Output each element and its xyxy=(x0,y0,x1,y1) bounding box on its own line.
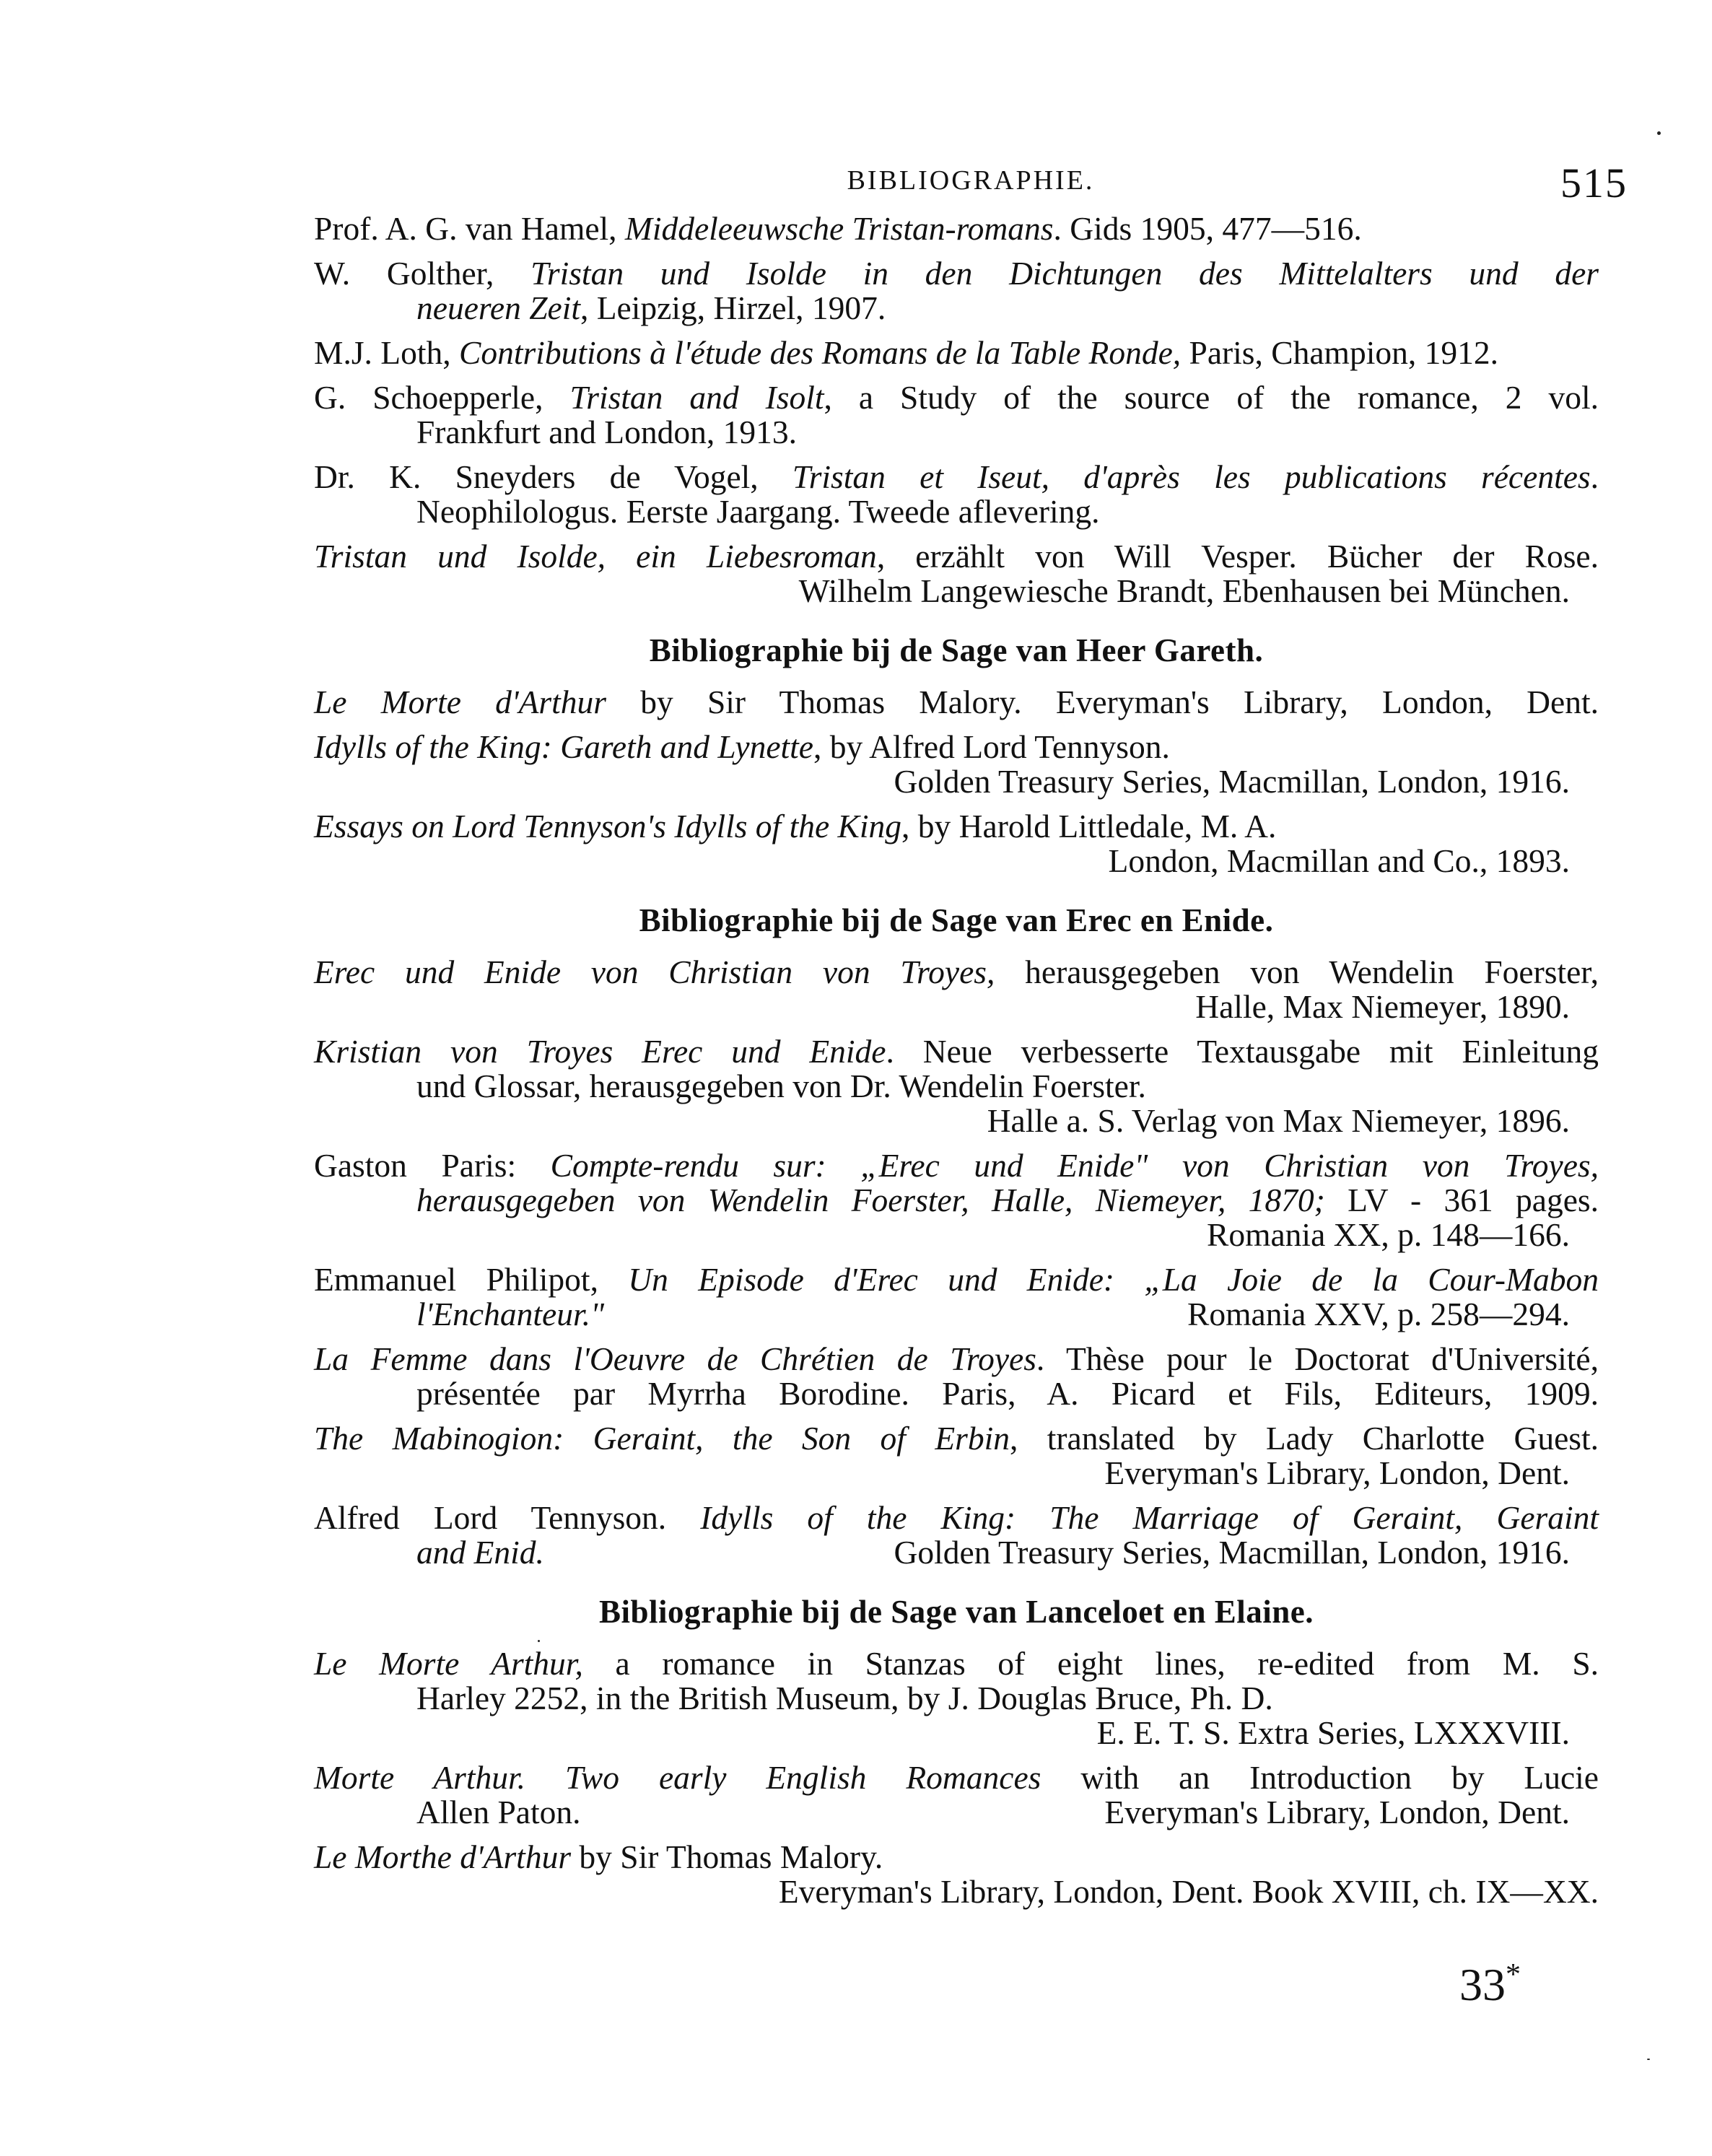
citation-line xyxy=(314,730,1599,764)
bibliography-entry xyxy=(314,1148,1599,1252)
citation-text: Halle, Max Niemeyer, 1890. xyxy=(1195,988,1570,1025)
citation-line xyxy=(314,380,1599,415)
citation-line xyxy=(314,574,1599,608)
italic-title-text: Idylls of the King: Gareth and Lynette xyxy=(314,728,813,765)
citation-text: Gaston Paris: xyxy=(314,1147,551,1184)
citation-text: Emmanuel Philipot, xyxy=(314,1261,629,1298)
signature-mark xyxy=(1459,1958,1521,2012)
italic-title-text: Le Morte d'Arthur xyxy=(314,684,606,720)
citation-text: herausgegeben von Wendelin Foerster, xyxy=(995,953,1599,990)
bibliography-body xyxy=(314,211,1599,1919)
italic-title-text: Le Morte Arthur, xyxy=(314,1645,583,1682)
citation-text: by Sir Thomas Malory. Everyman's Library, London, Dent. xyxy=(606,684,1599,720)
citation-line xyxy=(314,1421,1599,1456)
citation-text: . Thèse pour le Doctorat d'Université, xyxy=(1036,1340,1599,1377)
bibliography-entry xyxy=(314,1840,1599,1909)
citation-line xyxy=(314,1069,1599,1104)
italic-title-text: Tristan and Isolt xyxy=(569,379,824,416)
bibliography-entry xyxy=(314,1034,1599,1138)
citation-line xyxy=(314,1456,1599,1491)
bibliography-entry xyxy=(314,380,1599,450)
citation-line xyxy=(314,844,1599,878)
citation-line xyxy=(314,1218,1599,1252)
citation-text: Romania XXV, p. 258—294. xyxy=(1187,1296,1570,1332)
citation-text: , a Study of the source of the romance, 2 vol. xyxy=(824,379,1599,416)
citation-text: E. E. T. S. Extra Series, LXXXVIII. xyxy=(1096,1714,1570,1751)
citation-text: Prof. A. G. van Hamel, xyxy=(314,210,625,247)
bibliography-entry xyxy=(314,685,1599,720)
page-header-title: BIBLIOGRAPHIE. xyxy=(847,165,1095,196)
italic-title-text: Un Episode d'Erec und Enide: „La Joie de la Cour-Mabon xyxy=(628,1261,1599,1298)
italic-title-text: neueren Zeit xyxy=(416,289,581,326)
citation-line xyxy=(314,1760,1599,1795)
italic-title-text: Erec und Enide von Christian von Troyes, xyxy=(314,953,995,990)
citation-line xyxy=(314,1376,1599,1411)
citation-text: , translated by Lady Charlotte Guest. xyxy=(1009,1420,1599,1457)
italic-title-text: herausgegeben von Wendelin Foerster, Halle, Niemeyer, 1870; xyxy=(416,1182,1325,1218)
citation-line xyxy=(314,1342,1599,1376)
bibliography-entry xyxy=(314,955,1599,1024)
citation-text: Everyman's Library, London, Dent. Book XVIII, ch. IX—XX. xyxy=(778,1873,1599,1910)
citation-text: Everyman's Library, London, Dent. xyxy=(1104,1454,1570,1491)
bibliography-entry xyxy=(314,1501,1599,1570)
citation-line xyxy=(314,1104,1599,1138)
bibliography-entry xyxy=(314,1342,1599,1411)
bibliography-entry xyxy=(314,256,1599,326)
citation-line xyxy=(314,685,1599,720)
citation-text: W. Golther, xyxy=(314,255,531,292)
citation-text: . Gids 1905, 477—516. xyxy=(1053,210,1362,247)
citation-text: LV - 361 pages. xyxy=(1324,1182,1599,1218)
citation-line xyxy=(314,1681,1599,1716)
citation-line xyxy=(314,336,1599,370)
citation-line xyxy=(314,291,1599,326)
italic-title-text: Compte-rendu sur: „Erec und Enide" von Christian von Troyes, xyxy=(550,1147,1599,1184)
bibliography-entry xyxy=(314,539,1599,608)
italic-title-text: The Mabinogion: Geraint, the Son of Erbin xyxy=(314,1420,1010,1457)
bibliography-entry xyxy=(314,336,1599,370)
signature-asterisk: * xyxy=(1506,1958,1521,1991)
citation-line xyxy=(314,1840,1599,1875)
citation-text: Frankfurt and London, 1913. xyxy=(416,414,797,450)
citation-line xyxy=(314,809,1599,844)
citation-text: Halle a. S. Verlag von Max Niemeyer, 1896. xyxy=(987,1102,1570,1139)
bibliography-entry xyxy=(314,1262,1599,1332)
citation-text: with an Introduction by Lucie xyxy=(1041,1759,1599,1796)
citation-line xyxy=(314,1795,1599,1830)
running-header xyxy=(314,159,1628,206)
citation-line xyxy=(314,990,1599,1024)
citation-line xyxy=(314,539,1599,574)
citation-line xyxy=(314,1262,1599,1297)
bibliography-entry xyxy=(314,1646,1599,1750)
citation-line xyxy=(314,1875,1599,1909)
citation-text: Allen Paton. xyxy=(416,1794,581,1830)
citation-line xyxy=(314,1646,1599,1681)
print-speck xyxy=(1647,2059,1650,2060)
italic-title-text: l'Enchanteur." xyxy=(416,1296,605,1332)
citation-text: a romance in Stanzas of eight lines, re-edited from M. S. xyxy=(582,1645,1599,1682)
citation-text: Alfred Lord Tennyson. xyxy=(314,1499,701,1536)
italic-title-text: Le Morthe d'Arthur xyxy=(314,1838,572,1875)
italic-title-text: and Enid. xyxy=(416,1534,544,1571)
bibliography-entry xyxy=(314,1421,1599,1491)
citation-line xyxy=(314,1148,1599,1183)
citation-text: Everyman's Library, London, Dent. xyxy=(1104,1794,1570,1830)
citation-text: und Glossar, herausgegeben von Dr. Wendelin Foerster. xyxy=(416,1068,1146,1104)
page-number: 515 xyxy=(1560,160,1628,206)
bibliography-entry xyxy=(314,809,1599,878)
italic-title-text: Middeleeuwsche Tristan-romans xyxy=(624,210,1054,247)
section-heading: Bibliographie bij de Sage van Erec en Enide. xyxy=(639,902,1274,938)
citation-text: Romania XX, p. 148—166. xyxy=(1207,1216,1570,1253)
citation-text: Paris, Champion, 1912. xyxy=(1181,334,1498,371)
citation-line xyxy=(314,415,1599,450)
citation-line xyxy=(314,1501,1599,1535)
print-speck xyxy=(1657,131,1661,135)
citation-text: , by Alfred Lord Tennyson. xyxy=(813,728,1170,765)
italic-title-text: Morte Arthur. Two early English Romances xyxy=(314,1759,1041,1796)
citation-text: Golden Treasury Series, Macmillan, London, 1916. xyxy=(894,763,1570,800)
citation-text: . Neue verbesserte Textausgabe mit Einleitung xyxy=(886,1033,1599,1070)
citation-text: présentée par Myrrha Borodine. Paris, A. Picard et Fils, Editeurs, 1909. xyxy=(416,1375,1599,1412)
citation-line xyxy=(314,955,1599,990)
citation-text: Harley 2252, in the British Museum, by J. Douglas Bruce, Ph. D. xyxy=(416,1680,1273,1716)
citation-line xyxy=(314,256,1599,291)
bibliography-entry xyxy=(314,730,1599,799)
citation-text: , by Harold Littledale, M. A. xyxy=(901,808,1277,844)
citation-text: . xyxy=(1590,458,1599,495)
citation-text: M.J. Loth, xyxy=(314,334,459,371)
citation-line xyxy=(314,494,1599,529)
bibliography-entry xyxy=(314,1760,1599,1830)
italic-title-text: Tristan und Isolde in den Dichtungen des Mittelalters und der xyxy=(530,255,1599,292)
citation-text: Neophilologus. Eerste Jaargang. Tweede aflevering. xyxy=(416,493,1100,530)
citation-line xyxy=(314,1716,1599,1750)
italic-title-text: Tristan und Isolde, ein Liebesroman xyxy=(314,538,877,575)
italic-title-text: Contributions à l'étude des Romans de la Table Ronde, xyxy=(458,334,1182,371)
italic-title-text: La Femme dans l'Oeuvre de Chrétien de Troyes xyxy=(314,1340,1036,1377)
bibliography-entry xyxy=(314,211,1599,246)
citation-line xyxy=(314,764,1599,799)
citation-text: G. Schoepperle, xyxy=(314,379,570,416)
section-heading: Bibliographie bij de Sage van Lanceloet en Elaine. xyxy=(598,1594,1314,1630)
citation-text: by Sir Thomas Malory. xyxy=(571,1838,883,1875)
print-speck xyxy=(538,1640,540,1642)
citation-line xyxy=(314,211,1599,246)
citation-text: , erzählt von Will Vesper. Bücher der Rose. xyxy=(876,538,1599,575)
citation-text: Dr. K. Sneyders de Vogel, xyxy=(314,458,792,495)
italic-title-text: Kristian von Troyes Erec und Enide xyxy=(314,1033,886,1070)
citation-line xyxy=(314,1183,1599,1218)
citation-text: Golden Treasury Series, Macmillan, London, 1916. xyxy=(894,1534,1570,1571)
italic-title-text: Tristan et Iseut, d'après les publications récentes xyxy=(792,458,1591,495)
italic-title-text: Idylls of the King: The Marriage of Geraint, Geraint xyxy=(700,1499,1599,1536)
italic-title-text: Essays on Lord Tennyson's Idylls of the King xyxy=(314,808,902,844)
signature-number: 33 xyxy=(1459,1959,1506,2010)
citation-line xyxy=(314,1535,1599,1570)
citation-line xyxy=(314,1034,1599,1069)
bibliography-entry xyxy=(314,460,1599,529)
citation-line xyxy=(314,460,1599,494)
section-heading: Bibliographie bij de Sage van Heer Gareth. xyxy=(649,632,1264,668)
citation-text: London, Macmillan and Co., 1893. xyxy=(1108,842,1570,879)
citation-line xyxy=(314,1297,1599,1332)
citation-text: Wilhelm Langewiesche Brandt, Ebenhausen bei München. xyxy=(798,572,1570,609)
citation-text: , Leipzig, Hirzel, 1907. xyxy=(580,289,886,326)
